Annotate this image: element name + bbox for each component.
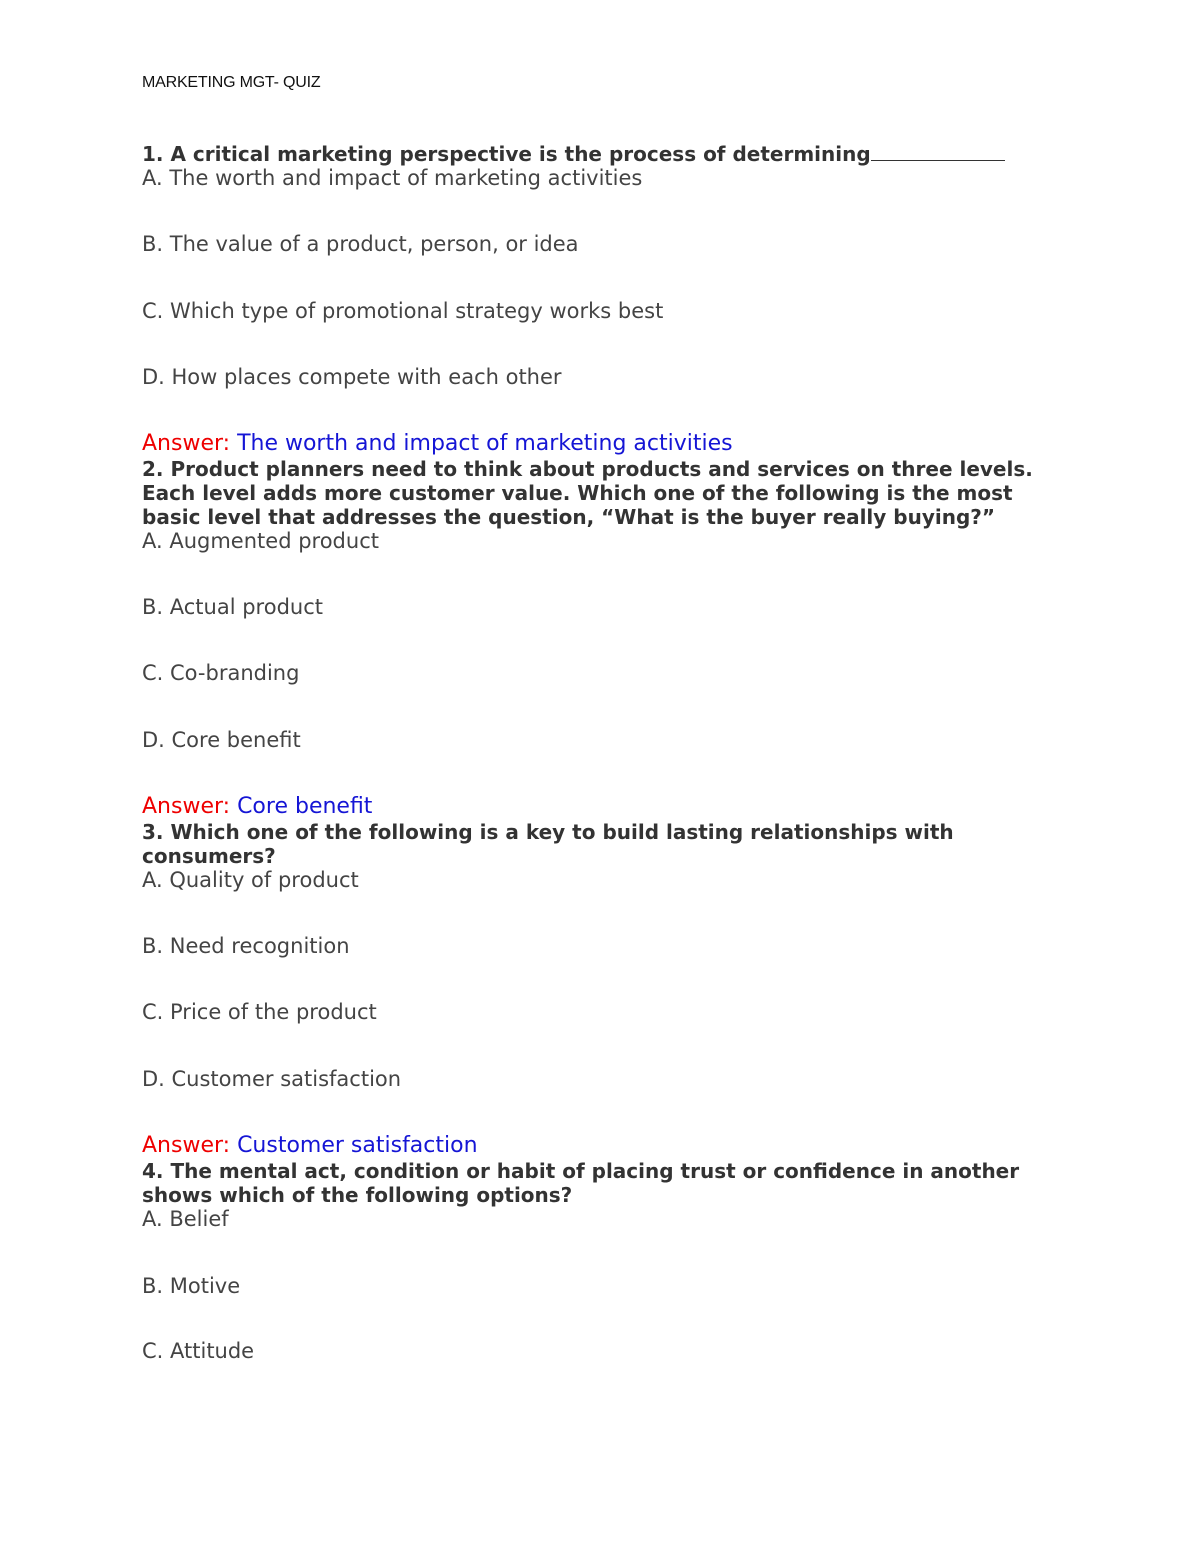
question-3-text: 3. Which one of the following is a key to build lasting relationships with consumers? — [142, 820, 961, 868]
answer-blank — [871, 142, 1005, 161]
question-3-answer — [142, 1133, 1102, 1159]
question-4-option-b: B. Motive — [142, 1274, 241, 1298]
question-2-answer — [142, 794, 1102, 820]
question-1 — [142, 142, 1102, 191]
question-3 — [142, 794, 1102, 893]
question-2-option-a: A. Augmented product — [142, 529, 379, 553]
question-4-text: 4. The mental act, condition or habit of placing trust or confidence in another shows which of the following options? — [142, 1159, 1027, 1207]
answer-label: Answer: — [142, 1133, 231, 1158]
question-2-option-d: D. Core benefit — [142, 728, 301, 752]
question-1-option-a: A. The worth and impact of marketing activities — [142, 166, 643, 190]
question-1-option-d: D. How places compete with each other — [142, 365, 562, 389]
question-2-option-c: C. Co-branding — [142, 661, 300, 685]
answer-label: Answer: — [142, 431, 231, 456]
question-2-option-b: B. Actual product — [142, 595, 323, 619]
question-1-option-b: B. The value of a product, person, or idea — [142, 232, 579, 256]
question-2 — [142, 431, 1102, 554]
question-4-option-a: A. Belief — [142, 1207, 229, 1231]
question-4 — [142, 1133, 1102, 1232]
answer-label: Answer: — [142, 794, 231, 819]
answer-value: Customer satisfaction — [237, 1133, 478, 1158]
question-3-option-b: B. Need recognition — [142, 934, 350, 958]
answer-value: Core benefit — [237, 794, 373, 819]
question-1-option-c: C. Which type of promotional strategy works best — [142, 299, 664, 323]
document-header: MARKETING MGT- QUIZ — [142, 74, 321, 91]
question-3-option-c: C. Price of the product — [142, 1000, 377, 1024]
question-3-option-d: D. Customer satisfaction — [142, 1067, 402, 1091]
question-1-answer — [142, 431, 1102, 457]
question-2-text: 2. Product planners need to think about products and services on three levels. Each level adds more customer value. Which one of the following is the most basic level that addresses the question, “What is the buyer really buying?” — [142, 457, 1040, 529]
question-1-text: 1. A critical marketing perspective is the process of determining — [142, 142, 1102, 166]
question-3-option-a: A. Quality of product — [142, 868, 359, 892]
answer-value: The worth and impact of marketing activities — [237, 431, 733, 456]
question-4-option-c: C. Attitude — [142, 1339, 255, 1363]
